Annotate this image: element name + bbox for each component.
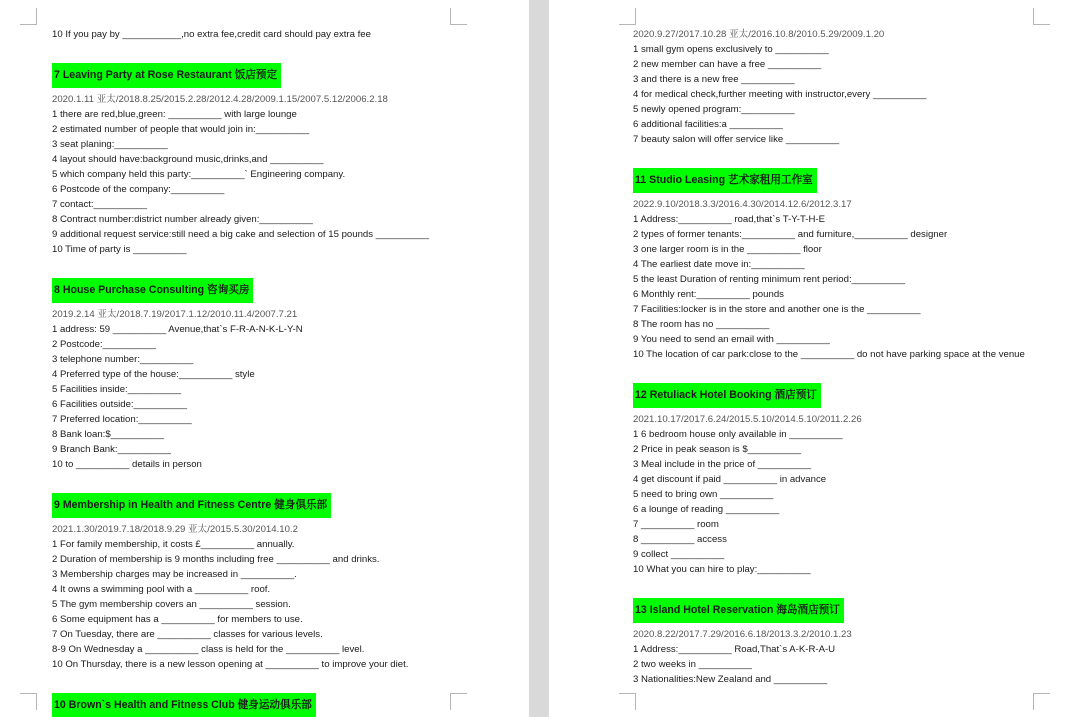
question-item: 7 Preferred location:__________: [52, 414, 192, 425]
crop-mark-top-left: [619, 8, 636, 25]
question-item: 2 estimated number of people that would join in:__________: [52, 124, 310, 135]
question-item: 3 Nationalities:New Zealand and __________: [633, 674, 828, 685]
question-item: 3 one larger room is in the __________ floor: [633, 244, 822, 255]
question-item: 10 The location of car park:close to the __________ do not have parking space at the venue: [633, 349, 1025, 360]
question-item: 7 Facilities:locker is in the store and another one is the __________: [633, 304, 921, 315]
right-page-content: [633, 27, 1033, 687]
question-item: 1 6 bedroom house only available in __________: [633, 429, 843, 440]
section-heading: 8 House Purchase Consulting 咨询买房: [52, 278, 253, 303]
question-item: 10 to __________ details in person: [52, 459, 202, 470]
section-heading-row: [633, 592, 1033, 627]
section-heading: 11 Studio Leasing 艺术家租用工作室: [633, 168, 817, 193]
exam-dates: 2022.9.10/2018.3.3/2016.4.30/2014.12.6/2012.3.17: [633, 199, 852, 210]
question-item: 3 Meal include in the price of __________: [633, 459, 812, 470]
question-item: 3 seat planing:__________: [52, 139, 168, 150]
question-item: 8 __________ access: [633, 534, 727, 545]
section-heading: 10 Brown`s Health and Fitness Club 健身运动俱乐部: [52, 693, 316, 717]
question-item: 8 Bank loan:$__________: [52, 429, 165, 440]
question-item: 4 get discount if paid __________ in advance: [633, 474, 827, 485]
question-item: 6 Postcode of the company:__________: [52, 184, 225, 195]
question-item: 3 telephone number:__________: [52, 354, 194, 365]
section-heading-row: [52, 687, 452, 717]
question-item: 8 Contract number:district number already given:__________: [52, 214, 313, 225]
question-item: 10 On Thursday, there is a new lesson opening at __________ to improve your diet.: [52, 659, 409, 670]
question-item: 7 On Tuesday, there are __________ classes for various levels.: [52, 629, 323, 640]
crop-mark-bottom-left: [20, 693, 37, 710]
question-item: 6 additional facilities:a __________: [633, 119, 783, 130]
question-item: 2 new member can have a free __________: [633, 59, 822, 70]
question-item: 2 Duration of membership is 9 months including free __________ and drinks.: [52, 554, 380, 565]
section-gap: [633, 147, 1033, 162]
crop-mark-bottom-right: [450, 693, 467, 710]
question-item: 8-9 On Wednesday a __________ class is held for the __________ level.: [52, 644, 365, 655]
question-item: 6 Monthly rent:__________ pounds: [633, 289, 784, 300]
question-item: 7 beauty salon will offer service like __________: [633, 134, 840, 145]
section-heading: 7 Leaving Party at Rose Restaurant 饭店预定: [52, 63, 281, 88]
question-item: 6 Facilities outside:__________: [52, 399, 187, 410]
question-item: 5 the least Duration of renting minimum rent period:__________: [633, 274, 905, 285]
exam-dates: 2020.1.11 亚太/2018.8.25/2015.2.28/2012.4.28/2009.1.15/2007.5.12/2006.2.18: [52, 94, 388, 105]
question-item: 10 What you can hire to play:__________: [633, 564, 811, 575]
question-item: 1 For family membership, it costs £__________ annually.: [52, 539, 295, 550]
question-item: 1 small gym opens exclusively to __________: [633, 44, 829, 55]
question-item: 1 address: 59 __________ Avenue,that`s F-R-A-N-K-L-Y-N: [52, 324, 303, 335]
question-item: 2 Price in peak season is $__________: [633, 444, 802, 455]
question-item: 2 types of former tenants:__________ and furniture,__________ designer: [633, 229, 948, 240]
section-heading: 12 Retuliack Hotel Booking 酒店预订: [633, 383, 821, 408]
question-item: 2 Postcode:__________: [52, 339, 157, 350]
crop-mark-bottom-left: [619, 693, 636, 710]
question-item: 4 The earliest date move in:__________: [633, 259, 805, 270]
crop-mark-top-right: [1033, 8, 1050, 25]
section-gap: [52, 42, 452, 57]
section-heading-row: [52, 487, 452, 522]
section-heading: 9 Membership in Health and Fitness Centre 健身俱乐部: [52, 493, 331, 518]
question-item: 4 layout should have:background music,drinks,and __________: [52, 154, 324, 165]
crop-mark-bottom-right: [1033, 693, 1050, 710]
section-gap: [52, 257, 452, 272]
section-gap: [52, 472, 452, 487]
section-heading-row: [633, 162, 1033, 197]
question-item: 7 __________ room: [633, 519, 719, 530]
question-item: 3 and there is a new free __________: [633, 74, 795, 85]
question-item: 9 Branch Bank:__________: [52, 444, 171, 455]
section-gap: [633, 362, 1033, 377]
question-item: 8 The room has no __________: [633, 319, 770, 330]
question-item: 10 If you pay by ___________,no extra fee,credit card should pay extra fee: [52, 29, 371, 40]
question-item: 5 newly opened program:__________: [633, 104, 795, 115]
section-heading-row: [52, 57, 452, 92]
question-item: 5 which company held this party:__________` Engineering company.: [52, 169, 346, 180]
exam-dates: 2020.9.27/2017.10.28 亚太/2016.10.8/2010.5.29/2009.1.20: [633, 29, 885, 40]
question-item: 3 Membership charges may be increased in __________.: [52, 569, 297, 580]
document-page-right: [549, 0, 1080, 717]
section-gap: [52, 672, 452, 687]
question-item: 10 Time of party is __________: [52, 244, 187, 255]
question-item: 4 Preferred type of the house:__________ style: [52, 369, 255, 380]
question-item: 1 there are red,blue,green: __________ with large lounge: [52, 109, 297, 120]
question-item: 7 contact:__________: [52, 199, 147, 210]
question-item: 5 Facilities inside:__________: [52, 384, 182, 395]
question-item: 4 for medical check,further meeting with instructor,every __________: [633, 89, 927, 100]
exam-dates: 2019.2.14 亚太/2018.7.19/2017.1.12/2010.11.4/2007.7.21: [52, 309, 298, 320]
question-item: 6 Some equipment has a __________ for members to use.: [52, 614, 303, 625]
crop-mark-top-right: [450, 8, 467, 25]
question-item: 1 Address:__________ Road,That`s A-K-R-A-U: [633, 644, 836, 655]
document-page-left: [0, 0, 529, 717]
question-item: 4 It owns a swimming pool with a __________ roof.: [52, 584, 271, 595]
question-item: 2 two weeks in __________: [633, 659, 752, 670]
question-item: 9 additional request service:still need a big cake and selection of 15 pounds __________: [52, 229, 430, 240]
question-item: 1 Address:__________ road,that`s T-Y-T-H-E: [633, 214, 825, 225]
section-heading-row: [633, 377, 1033, 412]
section-gap: [633, 577, 1033, 592]
question-item: 9 collect __________: [633, 549, 725, 560]
crop-mark-top-left: [20, 8, 37, 25]
question-item: 5 The gym membership covers an __________ session.: [52, 599, 291, 610]
section-heading-row: [52, 272, 452, 307]
left-page-content: [52, 27, 452, 717]
exam-dates: 2021.10.17/2017.6.24/2015.5.10/2014.5.10/2011.2.26: [633, 414, 862, 425]
question-item: 9 You need to send an email with __________: [633, 334, 830, 345]
section-heading: 13 Island Hotel Reservation 海岛酒店预订: [633, 598, 844, 623]
question-item: 5 need to bring own __________: [633, 489, 774, 500]
exam-dates: 2020.8.22/2017.7.29/2016.6.18/2013.3.2/2010.1.23: [633, 629, 852, 640]
question-item: 6 a lounge of reading __________: [633, 504, 780, 515]
exam-dates: 2021.1.30/2019.7.18/2018.9.29 亚太/2015.5.30/2014.10.2: [52, 524, 298, 535]
